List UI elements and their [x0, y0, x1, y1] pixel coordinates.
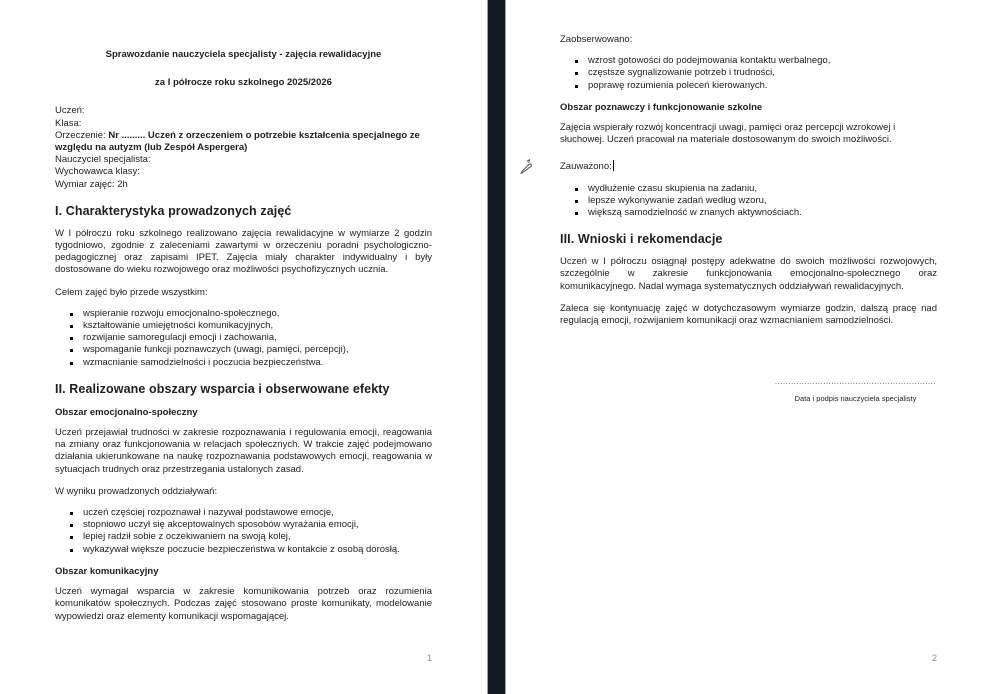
area-communication-heading: Obszar komunikacyjny [55, 565, 159, 577]
pen-cursor-icon [518, 158, 535, 175]
document-page-1[interactable] [0, 0, 487, 694]
list-item: wzrost gotowości do podejmowania kontaktu werbalnego, [560, 55, 937, 67]
section-2-heading: II. Realizowane obszary wsparcia i obserwowane efekty [55, 381, 390, 396]
signature-block [775, 377, 936, 405]
noticed-list [560, 183, 937, 220]
list-item: wspomaganie funkcji poznawczych (uwagi, pamięci, percepcji), [55, 344, 432, 356]
observed-list [560, 55, 937, 92]
goals-list [55, 308, 432, 369]
page-number-1: 1 [426, 652, 432, 663]
list-item: wspieranie rozwoju emocjonalno-społecznego, [55, 308, 432, 320]
list-item: poprawę rozumienia poleceń kierowanych. [560, 80, 937, 92]
list-item: lepsze wykonywanie zadań według wzoru, [560, 195, 937, 207]
list-item: stopniowo uczył się akceptowalnych sposobów wyrażania emocji, [55, 519, 432, 531]
section-1-heading: I. Charakterystyka prowadzonych zajęć [55, 203, 292, 218]
list-item: wydłużenie czasu skupienia na zadaniu, [560, 183, 937, 195]
area-emotional-heading: Obszar emocjonalno-społeczny [55, 406, 198, 418]
section-3-heading: III. Wnioski i rekomendacje [560, 232, 723, 247]
field-student: Uczeń: [55, 105, 85, 117]
list-item: wzmacnianie samodzielności i poczucia bezpieczeństwa. [55, 357, 432, 369]
conclusions-paragraph-1: Uczeń w I półroczu osiągnął postępy adekwatne do swoich możliwości rozwojowych, szczególnie w zakresie funkcjonowania emocjonalno-społecznego oraz komunikacyjnego. Nadal wymaga systematycznych oddziaływań rewalidacyjnych. [560, 256, 937, 292]
list-item: uczeń częściej rozpoznawał i nazywał podstawowe emocje, [55, 507, 432, 519]
list-item: kształtowanie umiejętności komunikacyjnych, [55, 320, 432, 332]
list-item: częstsze sygnalizowanie potrzeb i trudności, [560, 67, 937, 79]
list-item: większą samodzielność w znanych aktywnościach. [560, 207, 937, 219]
effects-intro: W wyniku prowadzonych oddziaływań: [55, 485, 218, 497]
noticed-intro [560, 160, 937, 173]
text-cursor [613, 160, 614, 171]
conclusions-paragraph-2: Zaleca się kontynuację zajęć w dotychczasowym wymiarze godzin, dalszą pracę nad regulacją emocji, rozwijaniem komunikacji oraz wzmacnianiem samodzielności. [560, 302, 937, 327]
list-item: rozwijanie samoregulacji emocji i zachowania, [55, 332, 432, 344]
field-class-tutor: Wychowawca klasy: [55, 166, 140, 178]
page-number-2: 2 [931, 652, 937, 663]
page-gap-divider [487, 0, 506, 694]
noticed-intro-label: Zauważono: [560, 161, 612, 173]
signature-caption: Data i podpis nauczyciela specjalisty [794, 394, 917, 404]
field-decision-label: Orzeczenie: [55, 129, 109, 141]
list-item: lepiej radził sobie z oczekiwaniem na swoją kolej, [55, 531, 432, 543]
field-decision [55, 130, 432, 154]
area-cognitive-heading: Obszar poznawczy i funkcjonowanie szkolne [560, 101, 763, 113]
student-info-block [55, 105, 432, 190]
field-hours: Wymiar zajęć: 2h [55, 178, 128, 190]
field-specialist-teacher: Nauczyciel specjalista: [55, 154, 151, 166]
field-class: Klasa: [55, 117, 82, 129]
area-emotional-paragraph: Uczeń przejawiał trudności w zakresie rozpoznawania i regulowania emocji, reagowania na zmiany oraz funkcjonowania w relacjach społecznych. W trakcie zajęć podejmowano działania ukierunkowane na naukę rozpoznawania podstawowych emocji, reagowania w sytuacjach trudnych oraz przestrzegania ustalonych zasad. [55, 427, 432, 475]
doc-title: Sprawozdanie nauczyciela specjalisty - zajęcia rewalidacyjne [105, 49, 382, 60]
field-decision-value: Nr ......... Uczeń z orzeczeniem o potrzebie kształcenia specjalnego ze względu na autyzm (lub Zespół Aspergera) [55, 129, 420, 154]
list-item: wykazywał większe poczucie bezpieczeństwa w kontakcie z osobą dorosłą. [55, 544, 432, 556]
goals-intro: Celem zajęć było przede wszystkim: [55, 286, 208, 298]
section-1-paragraph: W I półroczu roku szkolnego realizowano zajęcia rewalidacyjne w wymiarze 2 godzin tygodniowo, zgodnie z zaleceniami zawartymi w orzeczeniu poradni psychologiczno-pedagogicznej oraz zapisami IPET. Zajęcia miały charakter indywidualny i były dostosowane do wieku rozwojowego oraz możliwości psychofizycznych ucznia. [55, 227, 432, 276]
observed-intro: Zaobserwowano: [560, 34, 633, 45]
document-page-2[interactable] [506, 0, 992, 694]
doc-subtitle: za I półrocze roku szkolnego 2025/2026 [155, 77, 332, 89]
area-cognitive-paragraph: Zajęcia wspierały rozwój koncentracji uwagi, pamięci oraz percepcji wzrokowej i słuchowej. Uczeń pracował na materiale dostosowanym do swoich możliwości. [560, 122, 896, 146]
signature-line: ............................................................ [774, 377, 936, 387]
effects-list [55, 507, 432, 556]
area-communication-paragraph: Uczeń wymagał wsparcia w zakresie komunikowania potrzeb oraz rozumienia komunikatów społecznych. Podczas zajęć stosowano proste komunikaty, modelowanie wypowiedzi oraz elementy komunikacji wspomagającej. [55, 586, 432, 622]
